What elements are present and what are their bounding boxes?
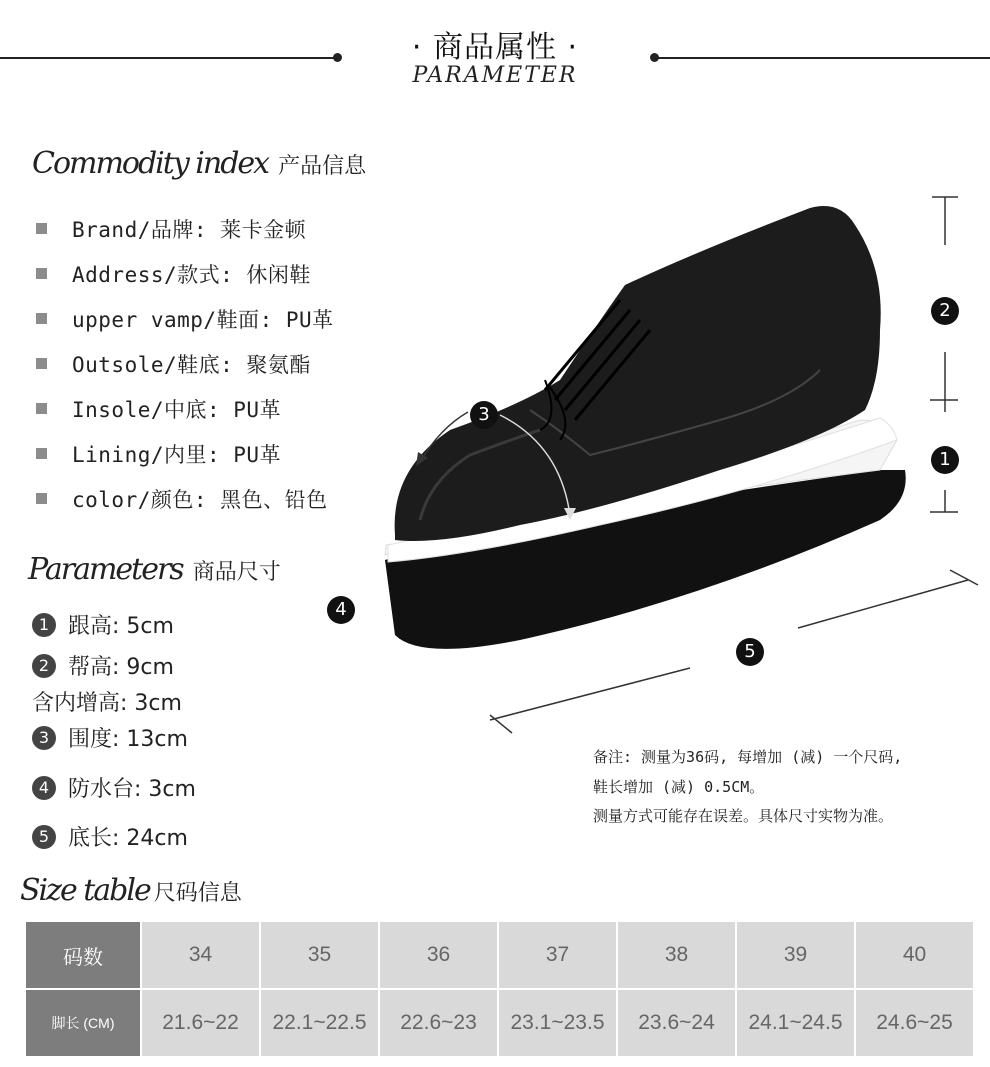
commodity-item-outsole: Outsole/鞋底: 聚氨酯 — [36, 341, 334, 386]
param-heel-height: 1 跟高: 5cm — [32, 609, 174, 640]
commodity-title-cn: 产品信息 — [278, 154, 367, 179]
header-subtitle: PARAMETER — [412, 63, 578, 88]
param-girth: 3 围度: 13cm — [32, 722, 188, 753]
table-cell: 24.6~25 — [856, 990, 973, 1056]
table-row — [26, 922, 973, 988]
number-badge-icon: 3 — [32, 726, 56, 750]
bullet-square-icon — [36, 493, 47, 504]
number-badge-icon: 1 — [32, 613, 56, 637]
table-cell: 38 — [618, 922, 735, 988]
table-cell: 22.6~23 — [380, 990, 497, 1056]
header-line-right — [654, 57, 990, 59]
bullet-square-icon — [36, 223, 47, 234]
bullet-square-icon — [36, 358, 47, 369]
header-title: · 商品属性 · — [411, 30, 579, 65]
marker-4: 4 — [327, 596, 355, 624]
bullet-square-icon — [36, 403, 47, 414]
commodity-item-insole: Insole/中底: PU革 — [36, 386, 334, 431]
param-inner-lift: 含内增高: 3cm — [32, 691, 182, 716]
table-cell: 34 — [142, 922, 259, 988]
table-cell: 39 — [737, 922, 854, 988]
table-row-label: 脚长 (CM) — [26, 990, 140, 1056]
number-badge-icon: 5 — [32, 825, 56, 849]
commodity-item-color: color/颜色: 黑色、铅色 — [36, 476, 334, 521]
marker-1: 1 — [931, 446, 959, 474]
size-table — [24, 922, 975, 1056]
number-badge-icon: 4 — [32, 776, 56, 800]
table-cell: 21.6~22 — [142, 990, 259, 1056]
parameters-title-cn: 商品尺寸 — [192, 560, 281, 585]
header-dot-left — [333, 53, 342, 62]
bullet-square-icon — [36, 268, 47, 279]
note-line-1: 备注: 测量为36码, 每增加 (减) 一个尺码, — [593, 748, 903, 766]
note-line-3: 测量方式可能存在误差。具体尺寸实物为准。 — [593, 807, 894, 825]
table-cell: 22.1~22.5 — [261, 990, 378, 1056]
note-line-2: 鞋长增加 (减) 0.5CM。 — [593, 778, 765, 796]
commodity-item-brand: Brand/品牌: 莱卡金顿 — [36, 206, 334, 251]
header-line-left — [0, 57, 336, 59]
commodity-item-style: Address/款式: 休闲鞋 — [36, 251, 334, 296]
number-badge-icon: 2 — [32, 654, 56, 678]
commodity-list — [36, 206, 334, 521]
commodity-title-en: Commodity index — [32, 146, 269, 181]
commodity-item-lining: Lining/内里: PU革 — [36, 431, 334, 476]
param-sole-length: 5 底长: 24cm — [32, 821, 188, 852]
table-cell: 35 — [261, 922, 378, 988]
marker-3: 3 — [470, 401, 498, 429]
size-table-title-en: Size table — [20, 873, 150, 908]
table-cell: 23.1~23.5 — [499, 990, 616, 1056]
table-cell: 37 — [499, 922, 616, 988]
table-cell: 36 — [380, 922, 497, 988]
param-upper-height: 2 帮高: 9cm — [32, 650, 174, 681]
table-cell: 40 — [856, 922, 973, 988]
parameters-title-en: Parameters — [28, 552, 183, 587]
bullet-square-icon — [36, 313, 47, 324]
bullet-square-icon — [36, 448, 47, 459]
param-platform: 4 防水台: 3cm — [32, 772, 196, 803]
table-cell: 24.1~24.5 — [737, 990, 854, 1056]
table-cell: 23.6~24 — [618, 990, 735, 1056]
parameters-section-title — [28, 552, 281, 587]
shoe-illustration — [360, 190, 990, 750]
size-table-title-cn: 尺码信息 — [153, 881, 242, 906]
commodity-section-title — [32, 146, 366, 181]
size-table-section-title — [20, 873, 242, 908]
commodity-item-upper: upper vamp/鞋面: PU革 — [36, 296, 334, 341]
marker-2: 2 — [931, 297, 959, 325]
marker-5: 5 — [736, 638, 764, 666]
table-row — [26, 990, 973, 1056]
table-row-label: 码数 — [26, 922, 140, 988]
